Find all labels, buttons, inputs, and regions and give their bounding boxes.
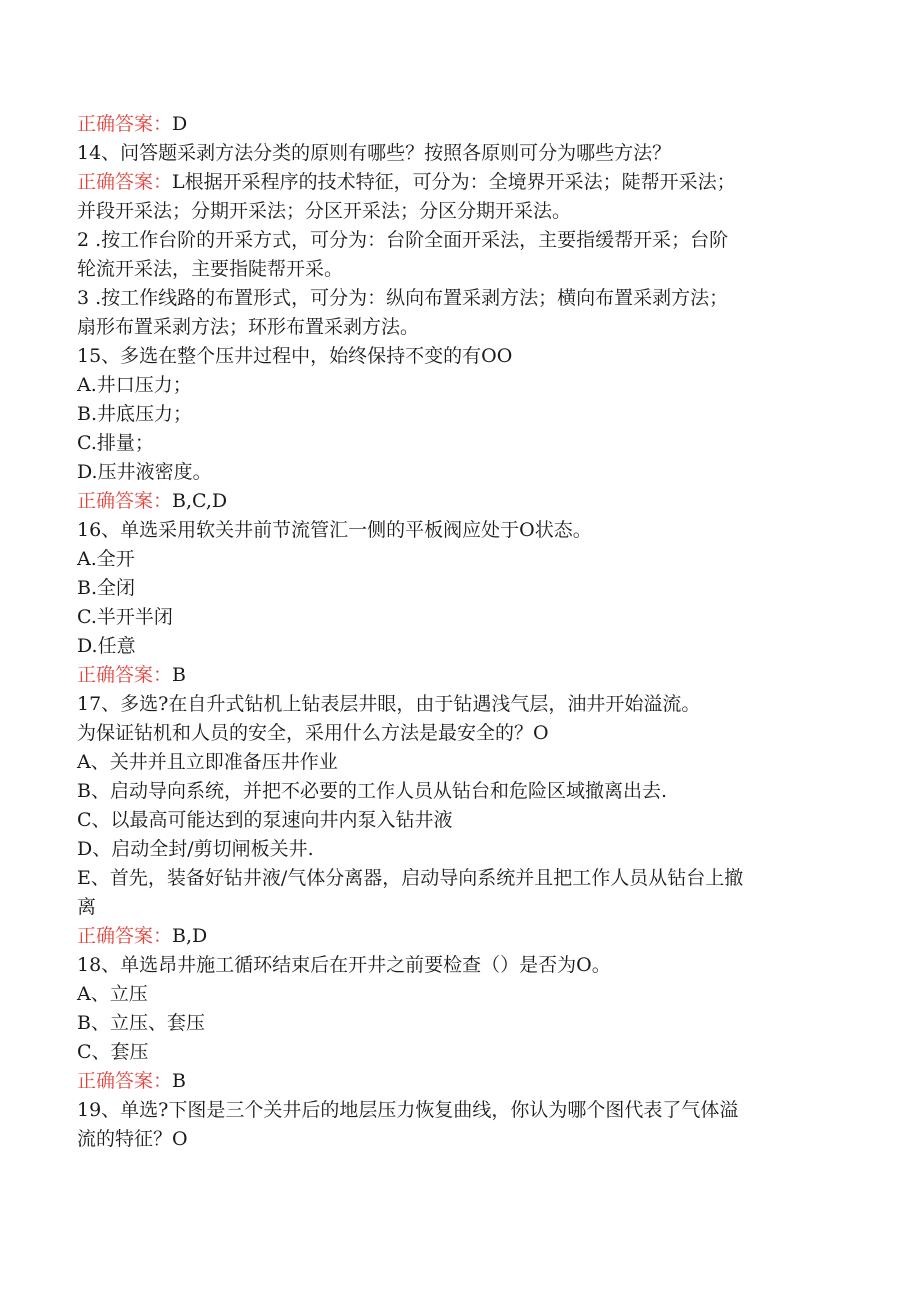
answer-line — [77, 661, 857, 690]
text-line: C、以最高可能达到的泵速向井内泵入钻井液 — [77, 809, 453, 831]
text-line: A.全开 — [77, 548, 135, 570]
answer-value: B — [172, 1070, 186, 1092]
answer-line — [77, 487, 857, 516]
text-line: 2 .按工作台阶的开采方式，可分为：台阶全面开采法，主要指缓帮开采；台阶 — [77, 229, 729, 251]
text-line: A、关井并且立即准备压井作业 — [77, 751, 338, 773]
answer-value: L根据开采程序的技术特征，可分为：全境界开采法；陡帮开采法； — [172, 171, 736, 193]
answer-label: 正确答案： — [77, 171, 173, 193]
answer-label: 正确答案： — [77, 490, 173, 512]
text-line: 3 .按工作线路的布置形式，可分为：纵向布置采剥方法；横向布置采剥方法； — [77, 287, 729, 309]
text-line: 并段开采法；分期开采法；分区开采法；分区分期开采法。 — [77, 200, 572, 222]
text-line: C.排量； — [77, 432, 154, 454]
text-line: B.井底压力； — [77, 403, 193, 425]
answer-label: 正确答案： — [77, 1070, 173, 1092]
text-line: 流的特征？O — [77, 1128, 188, 1150]
answer-line — [77, 168, 857, 197]
answer-line — [77, 110, 857, 139]
text-line: B.全闭 — [77, 577, 136, 599]
text-line: A.井口压力； — [77, 374, 192, 396]
answer-value: B,C,D — [172, 490, 228, 512]
text-line: D.压井液密度。 — [77, 461, 212, 483]
text-line: 19、单选?下图是三个关井后的地层压力恢复曲线，你认为哪个图代表了气体溢 — [77, 1099, 739, 1121]
text-line: B、启动导向系统，并把不必要的工作人员从钻台和危险区域撤离出去. — [77, 780, 668, 802]
text-line: E、首先，装备好钻井液/气体分离器，启动导向系统并且把工作人员从钻台上撤 — [77, 867, 744, 889]
answer-label: 正确答案： — [77, 664, 173, 686]
text-line: 15、多选在整个压井过程中，始终保持不变的有OO — [77, 345, 513, 367]
answer-line — [77, 922, 857, 951]
answer-label: 正确答案： — [77, 925, 173, 947]
text-line: 14、问答题采剥方法分类的原则有哪些？按照各原则可分为哪些方法？ — [77, 142, 672, 164]
text-line: C、套压 — [77, 1041, 149, 1063]
text-line: B、立压、套压 — [77, 1012, 205, 1034]
text-line: C.半开半闭 — [77, 606, 173, 628]
answer-value: D — [172, 113, 188, 135]
text-line: A、立压 — [77, 983, 148, 1005]
text-line: D、启动全封/剪切闸板关井. — [77, 838, 314, 860]
text-line: D.任意 — [77, 635, 136, 657]
answer-value: B,D — [172, 925, 208, 947]
text-line: 17、多选?在自升式钻机上钻表层井眼，由于钻遇浅气层，油井开始溢流。 — [77, 693, 701, 715]
text-line: 离 — [77, 896, 97, 918]
text-line: 18、单选昂井施工循环结束后在开井之前要检查（）是否为O。 — [77, 954, 611, 976]
answer-line — [77, 1067, 857, 1096]
answer-label: 正确答案： — [77, 113, 173, 135]
text-line: 轮流开采法，主要指陡帮开采。 — [77, 258, 344, 280]
document-page — [77, 110, 857, 1154]
text-line: 16、单选采用软关井前节流管汇一侧的平板阀应处于O状态。 — [77, 519, 592, 541]
answer-value: B — [172, 664, 186, 686]
text-line: 为保证钻机和人员的安全，采用什么方法是最安全的？O — [77, 722, 549, 744]
text-line: 扇形布置采剥方法；环形布置采剥方法。 — [77, 316, 420, 338]
